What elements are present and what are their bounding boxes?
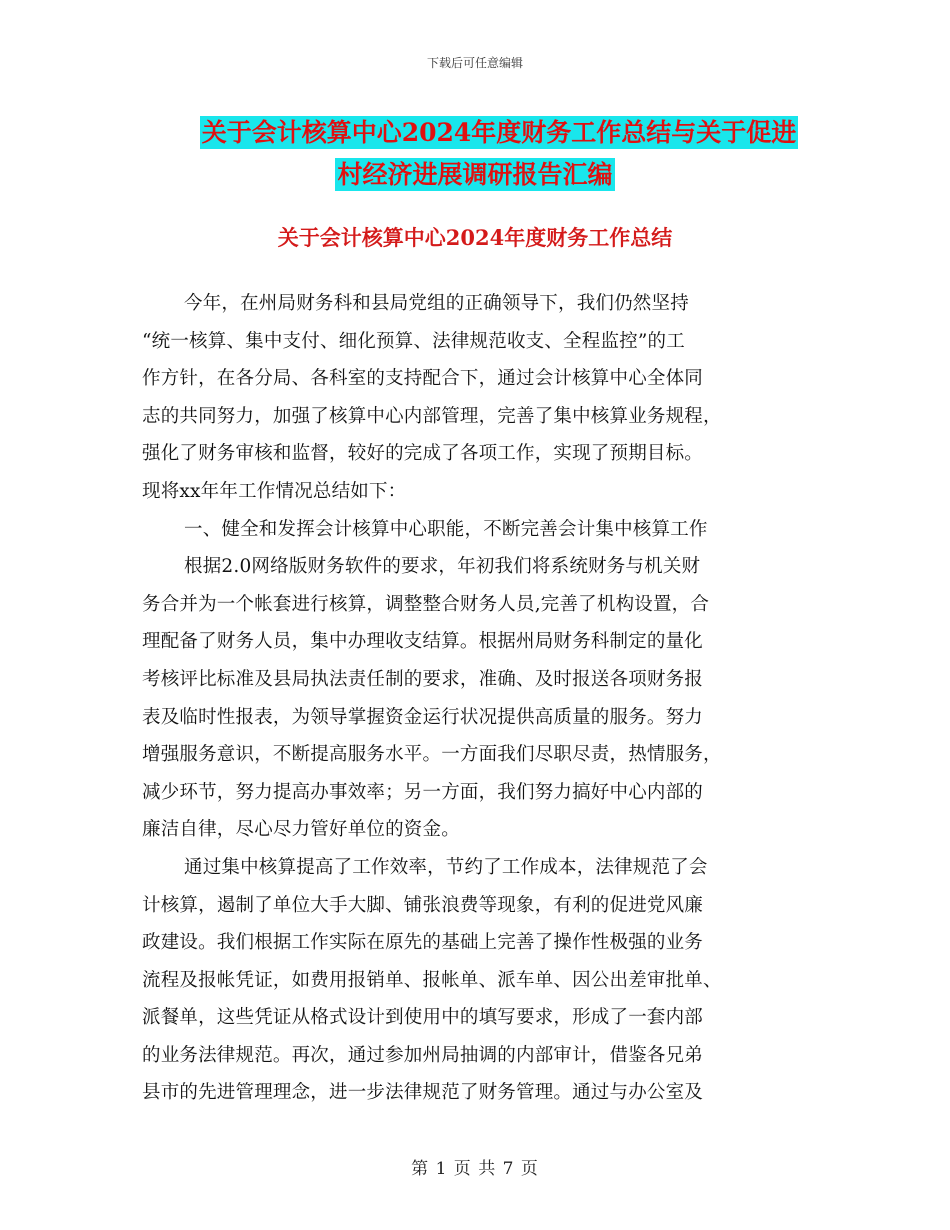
paragraph-line: 计核算，遏制了单位大手大脚、铺张浪费等现象，有利的促进党风廉 — [142, 894, 704, 916]
paragraph-line: 派餐单，这些凭证从格式设计到使用中的填写要求，形成了一套内部 — [142, 1007, 704, 1029]
paragraph-line: 减少环节，努力提高办事效率；另一方面，我们努力搞好中心内部的 — [142, 781, 704, 803]
document-title-line-2-text: 村经济进展调研报告汇编 — [337, 160, 613, 189]
document-title-line-2 — [0, 157, 950, 193]
paragraph-line: 表及临时性报表，为领导掌握资金运行状况提供高质量的服务。努力 — [142, 706, 704, 728]
paragraph-line: 作方针，在各分局、各科室的支持配合下，通过会计核算中心全体同 — [142, 368, 704, 390]
paragraph-line: 增强服务意识，不断提高服务水平。一方面我们尽职尽责，热情服务， — [142, 744, 722, 766]
paragraph-line: 强化了财务审核和监督，较好的完成了各项工作，实现了预期目标。 — [142, 443, 704, 465]
paragraph-line: “统一核算、集中支付、细化预算、法律规范收支、全程监控”的工 — [142, 330, 685, 352]
document-title-line-1-text: 关于会计核算中心2024年度财务工作总结与关于促进 — [201, 118, 797, 147]
section-title: 关于会计核算中心2024年度财务工作总结 — [277, 225, 673, 250]
body-text — [142, 285, 806, 1112]
page-number-footer: 第 1 页 共 7 页 — [411, 1159, 539, 1179]
paragraph-line: 通过集中核算提高了工作效率，节约了工作成本，法律规范了会 — [184, 856, 708, 878]
paragraph-line: 考核评比标准及县局执法责任制的要求，准确、及时报送各项财务报 — [142, 668, 704, 690]
paragraph-line: 政建设。我们根据工作实际在原先的基础上完善了操作性极强的业务 — [142, 932, 704, 954]
paragraph-line: 务合并为一个帐套进行核算，调整整合财务人员,完善了机构设置，合 — [142, 593, 710, 615]
document-title-line-1 — [24, 115, 950, 151]
paragraph-line: 志的共同努力，加强了核算中心内部管理，完善了集中核算业务规程， — [142, 405, 722, 427]
paragraph-line: 根据2.0网络版财务软件的要求，年初我们将系统财务与机关财 — [184, 556, 701, 578]
subheading-line: 一、健全和发挥会计核算中心职能，不断完善会计集中核算工作 — [184, 518, 708, 540]
paragraph-line: 现将xx年年工作情况总结如下： — [142, 480, 407, 502]
paragraph-line: 廉洁自律，尽心尽力管好单位的资金。 — [142, 819, 460, 841]
paragraph-line: 的业务法律规范。再次，通过参加州局抽调的内部审计，借鉴各兄弟 — [142, 1044, 704, 1066]
paragraph-line: 今年，在州局财务科和县局党组的正确领导下，我们仍然坚持 — [184, 293, 689, 314]
paragraph-line: 流程及报帐凭证，如费用报销单、报帐单、派车单、因公出差审批单、 — [142, 969, 722, 991]
page-header-note: 下载后可任意编辑 — [426, 56, 523, 70]
paragraph-line: 理配备了财务人员，集中办理收支结算。根据州局财务科制定的量化 — [142, 631, 704, 653]
paragraph-line: 县市的先进管理理念，进一步法律规范了财务管理。通过与办公室及 — [142, 1082, 704, 1104]
